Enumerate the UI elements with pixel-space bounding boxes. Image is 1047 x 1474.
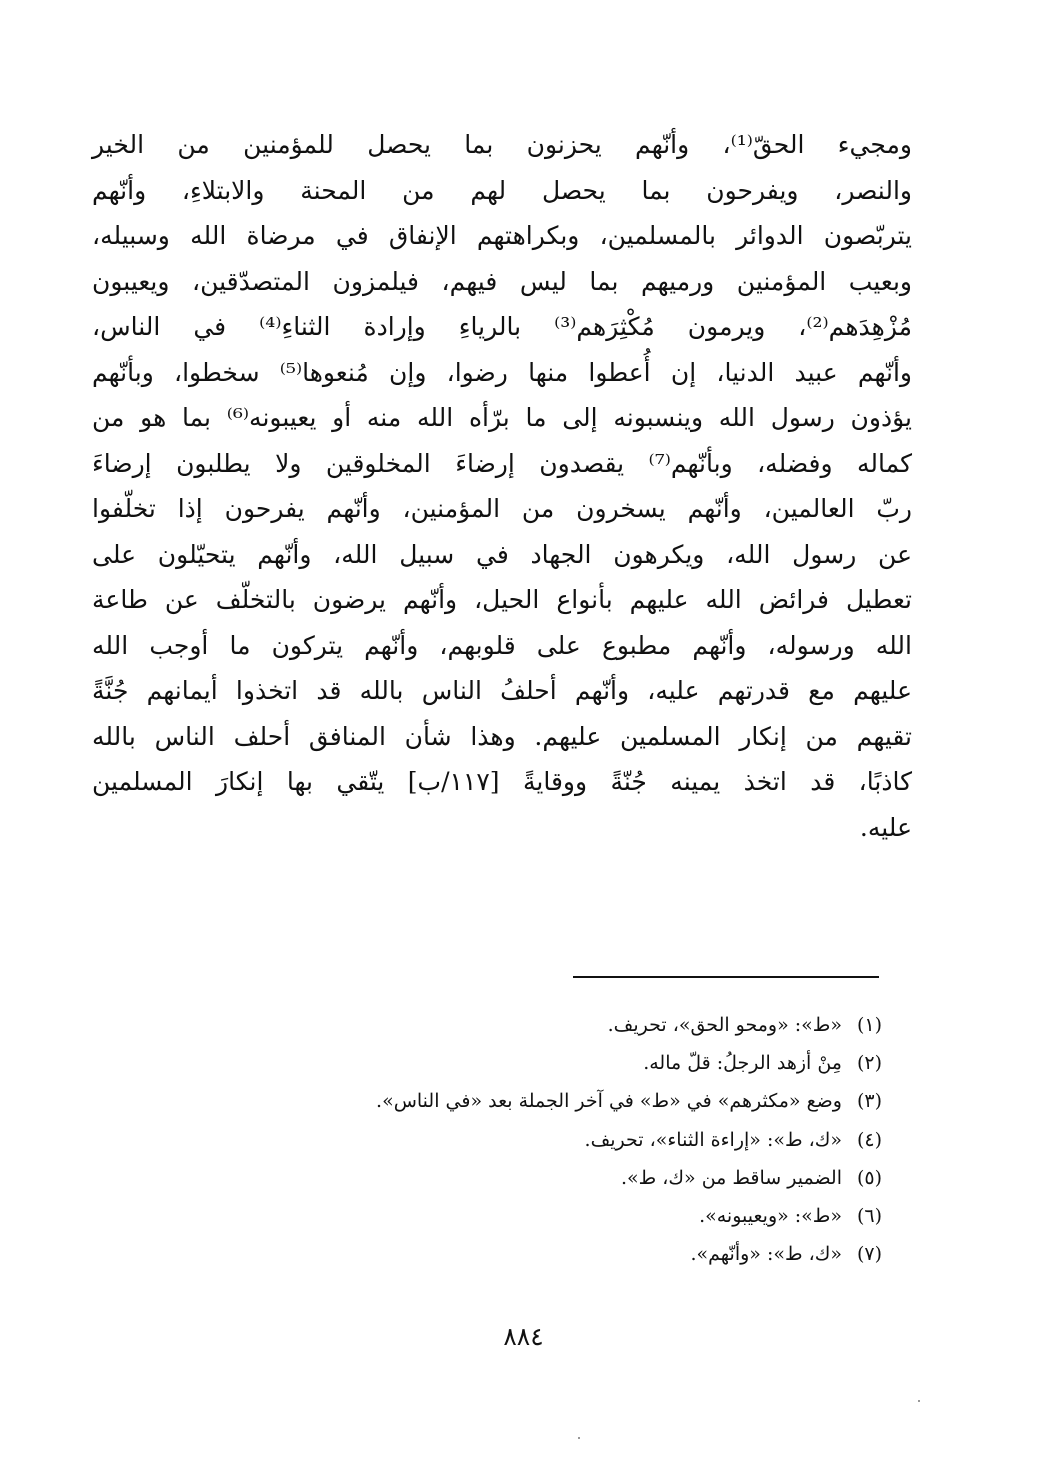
text-line: تعطيل فرائض الله عليهم بأنواع الحيل، وأنّهم يرضون بالتخلّف عن طاعة — [92, 585, 912, 614]
text-line: تقيهم من إنكار المسلمين عليهم. وهذا شأن المنافق أحلف الناس بالله — [92, 721, 912, 751]
text-line: مُزْهِدَهم⁽²⁾، ويرمون مُكْثِرَهم⁽³⁾ بالرياءِ وإرادة الثناءِ⁽⁴⁾ في الناس، — [92, 312, 912, 341]
scan-speck — [578, 1437, 580, 1439]
text-line: ربّ العالمين، وأنّهم يسخرون من المؤمنين، وأنّهم يفرحون إذا تخلّفوا — [92, 494, 912, 523]
footnote-number: (٤) — [856, 1128, 882, 1151]
footnote-number: (٣) — [856, 1090, 882, 1113]
footnote — [200, 1197, 882, 1235]
text-line: يؤذون رسول الله وينسبونه إلى ما برّأه الله منه أو يعيبونه⁽⁶⁾ بما هو من — [92, 403, 912, 432]
text-line: عليه. — [859, 812, 912, 842]
text-line: والنصر، ويفرحون بما يحصل لهم من المحنة والابتلاءِ، وأنّهم — [92, 175, 912, 205]
text-line: وبعيب المؤمنين ورميهم بما ليس فيهم، فيلمزون المتصدّقين، ويعيبون — [92, 266, 912, 296]
text-line: ومجيء الحقّ⁽¹⁾، وأنّهم يحزنون بما يحصل للمؤمنين من الخير — [92, 130, 912, 159]
footnote — [200, 1044, 882, 1082]
text-line: كماله وفضله، وبأنّهم⁽⁷⁾ يقصدون إرضاءَ المخلوقين ولا يطلبون إرضاءَ — [92, 448, 912, 478]
footnote-number: (٥) — [856, 1166, 882, 1189]
footnote — [200, 1159, 882, 1197]
footnote — [200, 1082, 882, 1120]
footnote-text: «ك، ط»: «وأنّهم». — [690, 1243, 842, 1266]
footnote-text: «ك، ط»: «إراءة الثناء»، تحريف. — [584, 1128, 842, 1151]
footnote-text: وضع «مكثرهم» في «ط» في آخر الجملة بعد «في الناس». — [376, 1090, 842, 1113]
text-line: عليهم مع قدرتهم عليه، وأنّهم أحلفُ الناس بالله قد اتخذوا أيمانهم جُنَّةً — [92, 676, 912, 705]
text-line: الله ورسوله، وأنّهم مطبوع على قلوبهم، وأنّهم يتركون ما أوجب الله — [92, 630, 912, 660]
text-line: كاذبًا، قد اتخذ يمينه جُنّةً ووقايةً [١١٧/ب] يتّقي بها إنكارَ المسلمين — [92, 767, 912, 796]
footnote-text: مِنْ أزهد الرجلُ: قلّ ماله. — [643, 1052, 842, 1075]
footnote-number: (٧) — [856, 1243, 882, 1266]
footnote-text: «ط»: «ومحو الحق»، تحريف. — [607, 1014, 842, 1036]
footnotes — [200, 1006, 882, 1273]
text-line: يتربّصون الدوائر بالمسلمين، وبكراهتهم الإنفاق في مرضاة الله وسبيله، — [92, 221, 912, 250]
footnote — [200, 1121, 882, 1159]
footnote-text: الضمير ساقط من «ك، ط». — [620, 1166, 842, 1189]
scan-speck — [918, 1400, 920, 1402]
page-number: ٨٨٤ — [503, 1322, 544, 1351]
footnote-number: (٢) — [856, 1052, 882, 1075]
footnote-number: (٦) — [856, 1204, 882, 1227]
footnote — [200, 1235, 882, 1273]
footnote-number: (١) — [856, 1014, 882, 1036]
text-line: عن رسول الله، ويكرهون الجهاد في سبيل الله، وأنّهم يتحيّلون على — [92, 539, 912, 569]
footnote-separator — [573, 976, 879, 978]
main-text — [92, 122, 912, 850]
footnote — [200, 1006, 882, 1044]
text-line: وأنّهم عبيد الدنيا، إن أُعطوا منها رضوا، وإن مُنعوها⁽⁵⁾ سخطوا، وبأنّهم — [92, 357, 912, 387]
footnote-text: «ط»: «ويعيبونه». — [699, 1204, 842, 1227]
